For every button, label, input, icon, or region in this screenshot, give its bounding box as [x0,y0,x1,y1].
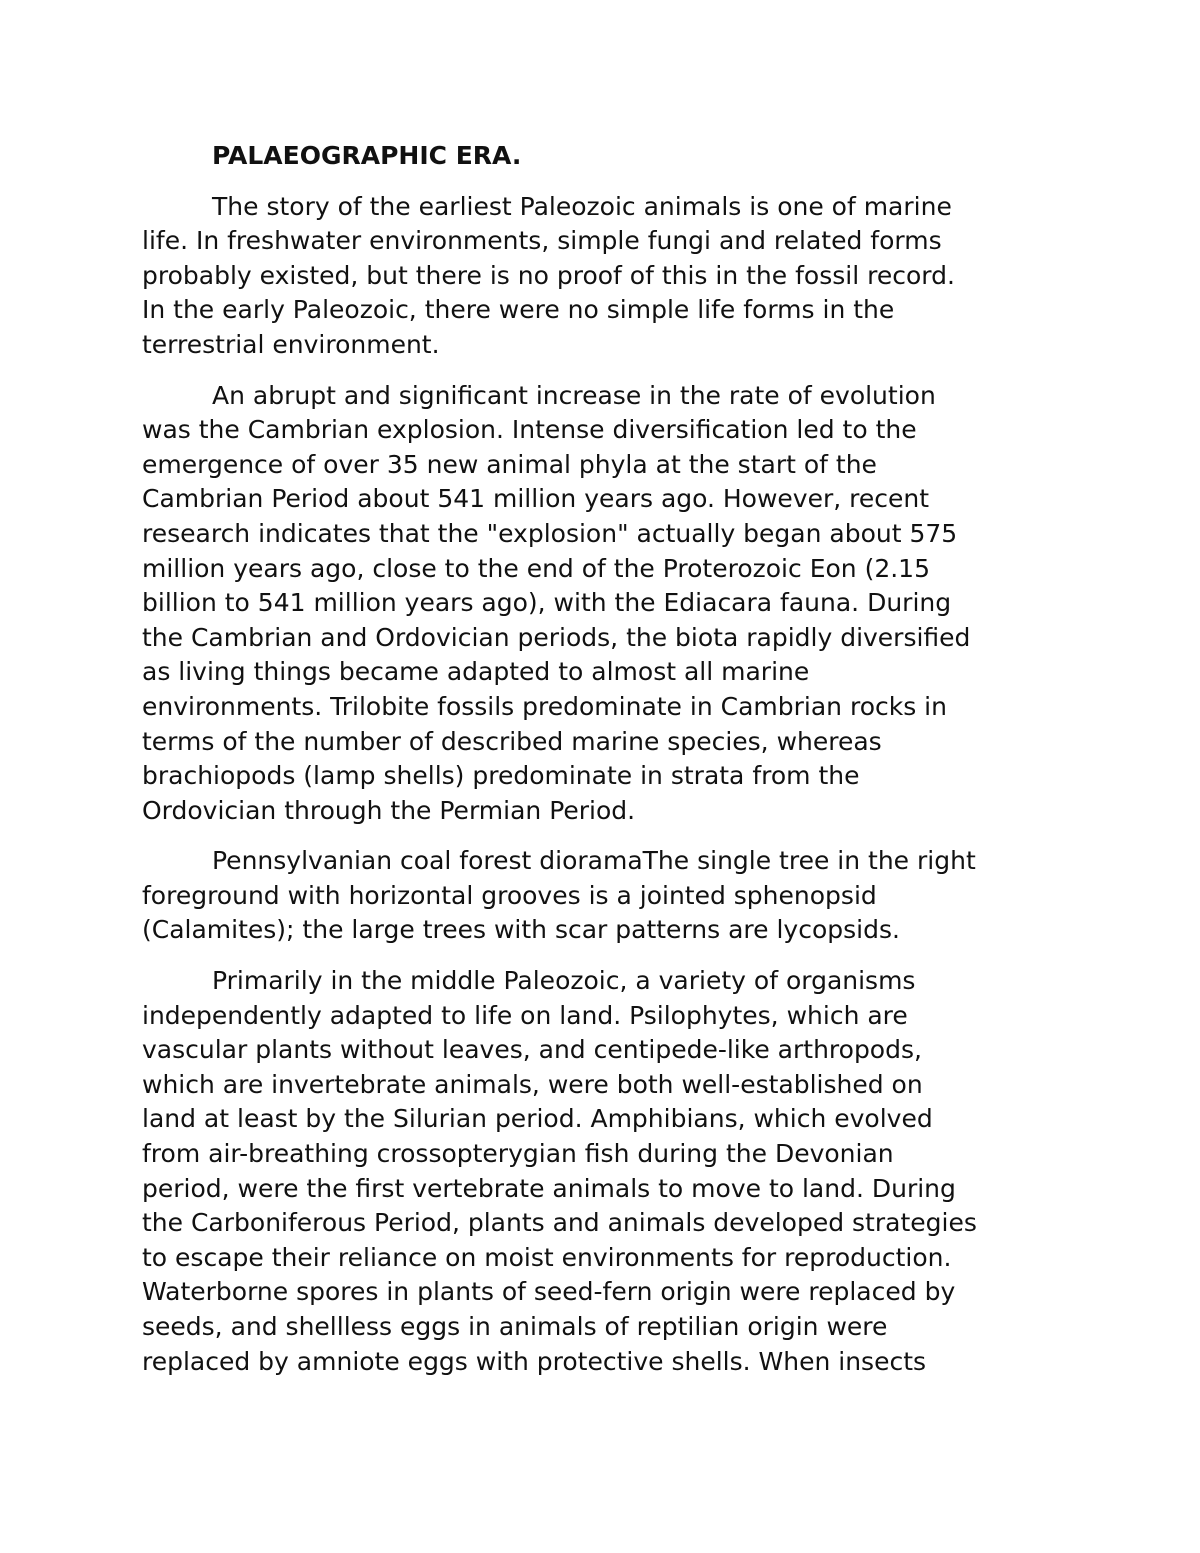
text-line: period, were the first vertebrate animals to move to land. During [142,1173,956,1203]
text-line: billion to 541 million years ago), with the Ediacara fauna. During [142,588,952,618]
text-line: research indicates that the "explosion" actually began about 575 [142,518,958,548]
text-line: environments. Trilobite fossils predominate in Cambrian rocks in [142,691,947,721]
text-line: vascular plants without leaves, and centipede-like arthropods, [142,1035,922,1065]
text-line: emergence of over 35 new animal phyla at the start of the [142,449,877,479]
document-title: PALAEOGRAPHIC ERA. [212,141,522,170]
text-line: terrestrial environment. [142,329,440,359]
text-line: foreground with horizontal grooves is a jointed sphenopsid [142,880,877,910]
text-line: Ordovician through the Permian Period. [142,795,636,825]
text-line: Primarily in the middle Paleozoic, a variety of organisms [212,966,916,996]
text-line: In the early Paleozoic, there were no simple life forms in the [142,295,895,325]
text-line: Pennsylvanian coal forest dioramaThe single tree in the right [212,846,976,876]
text-line: terms of the number of described marine species, whereas [142,726,882,756]
text-line: brachiopods (lamp shells) predominate in strata from the [142,761,860,791]
text-line: Cambrian Period about 541 million years ago. However, recent [142,484,930,514]
text-line: replaced by amniote eggs with protective shells. When insects [142,1346,927,1376]
text-line: as living things became adapted to almost all marine [142,657,810,687]
text-line: The story of the earliest Paleozoic animals is one of marine [212,191,952,221]
paragraph-list [142,190,1072,1380]
text-line: million years ago, close to the end of the Proterozoic Eon (2.15 [142,553,930,583]
text-line: was the Cambrian explosion. Intense diversification led to the [142,415,917,445]
text-line: An abrupt and significant increase in the rate of evolution [212,380,936,410]
paragraph [142,190,1072,363]
text-line: to escape their reliance on moist environments for reproduction. [142,1242,952,1272]
document-body [142,139,1072,1395]
paragraph [142,379,1072,829]
text-line: (Calamites); the large trees with scar patterns are lycopsids. [142,915,900,945]
text-line: life. In freshwater environments, simple fungi and related forms [142,226,942,256]
text-line: probably existed, but there is no proof of this in the fossil record. [142,260,955,290]
text-line: land at least by the Silurian period. Amphibians, which evolved [142,1104,933,1134]
paragraph [142,964,1072,1379]
text-line: independently adapted to life on land. Psilophytes, which are [142,1000,908,1030]
text-line: the Carboniferous Period, plants and animals developed strategies [142,1208,977,1238]
text-line: seeds, and shellless eggs in animals of reptilian origin were [142,1312,888,1341]
text-line: from air-breathing crossopterygian fish during the Devonian [142,1139,894,1169]
paragraph [142,844,1072,948]
text-line: which are invertebrate animals, were both well-established on [142,1069,923,1099]
text-line: the Cambrian and Ordovician periods, the biota rapidly diversified [142,622,971,652]
text-line: Waterborne spores in plants of seed-fern origin were replaced by [142,1277,956,1307]
